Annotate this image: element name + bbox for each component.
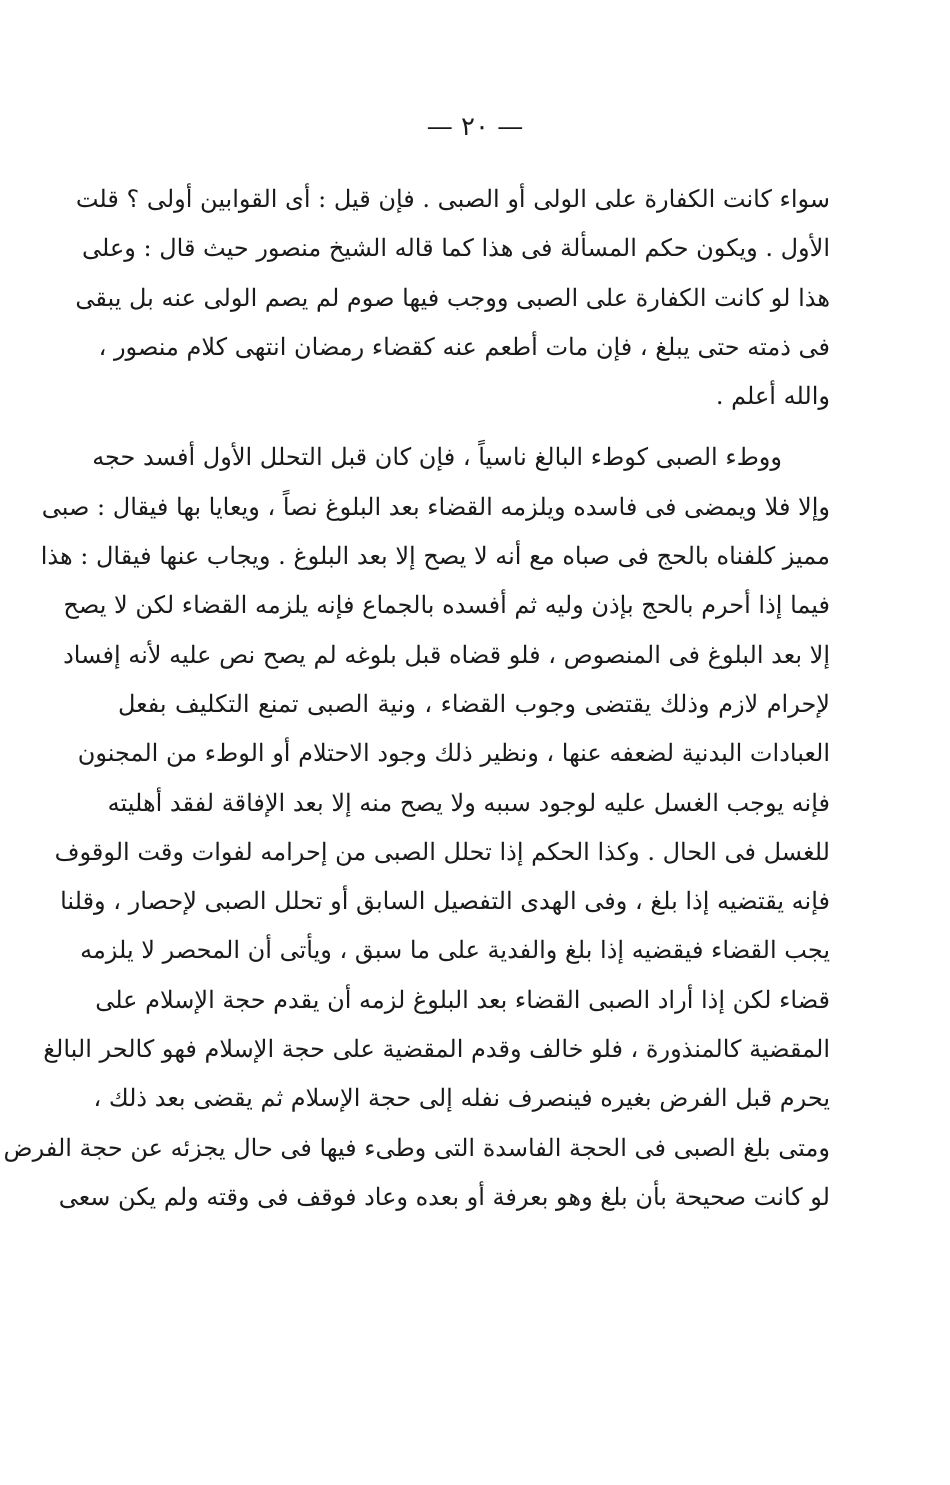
text-line: يحرم قبل الفرض بغيره فينصرف نفله إلى حجة الإسلام ثم يقضى بعد ذلك ، [93, 1084, 830, 1113]
text-line: ووطء الصبى كوطء البالغ ناسياً ، فإن كان قبل التحلل الأول أفسد حجه [92, 443, 782, 472]
text-line: لإحرام لازم وذلك يقتضى وجوب القضاء ، ونية الصبى تمنع التكليف بفعل [118, 689, 830, 718]
text-line: قضاء لكن إذا أراد الصبى القضاء بعد البلوغ لزمه أن يقدم حجة الإسلام على [95, 985, 830, 1014]
text-line: سواء كانت الكفارة على الولى أو الصبى . فإن قيل : أى القوابين أولى ؟ قلت [75, 185, 830, 213]
text-line: المقضية كالمنذورة ، فلو خالف وقدم المقضية على حجة الإسلام فهو كالحر البالغ [43, 1035, 830, 1064]
text-line: فيما إذا أحرم بالحج بإذن وليه ثم أفسده بالجماع فإنه يلزمه القضاء لكن لا يصح [63, 591, 830, 620]
body-text [3, 175, 830, 1222]
text-line: مميز كلفناه بالحج فى صباه مع أنه لا يصح إلا بعد البلوغ . ويجاب عنها فيقال : هذا [40, 542, 830, 571]
text-line: فى ذمته حتى يبلغ ، فإن مات أطعم عنه كقضاء رمضان انتهى كلام منصور ، [98, 332, 830, 361]
text-line: الأول . ويكون حكم المسألة فى هذا كما قاله الشيخ منصور حيث قال : وعلى [82, 234, 830, 263]
text-line: فإنه يوجب الغسل عليه لوجود سببه ولا يصح منه إلا بعد الإفاقة لفقد أهليته [107, 788, 830, 817]
text-line: فإنه يقتضيه إذا بلغ ، وفى الهدى التفصيل السابق أو تحلل الصبى لإحصار ، وقلنا [60, 887, 830, 916]
paragraph-1 [75, 175, 830, 421]
text-line: ومتى بلغ الصبى فى الحجة الفاسدة التى وطىء فيها فى حال يجزئه عن حجة الفرض [3, 1133, 830, 1162]
text-line: وإلا فلا ويمضى فى فاسده ويلزمه القضاء بعد البلوغ نصاً ، ويعايا بها فيقال : صبى [41, 492, 830, 521]
text-line: إلا بعد البلوغ فى المنصوص ، فلو قضاه قبل بلوغه لم يصح نص عليه لأنه إفساد [63, 640, 830, 669]
paragraph-2 [3, 433, 830, 1222]
text-line: للغسل فى الحال . وكذا الحكم إذا تحلل الصبى من إحرامه لفوات وقت الوقوف [54, 837, 830, 866]
page-number: — ٢٠ — [426, 112, 524, 142]
text-line: العبادات البدنية لضعفه عنها ، ونظير ذلك وجود الاحتلام أو الوطء من المجنون [77, 739, 830, 768]
text-line: هذا لو كانت الكفارة على الصبى ووجب فيها صوم لم يصم الولى عنه بل يبقى [75, 283, 830, 312]
text-line: يجب القضاء فيقضيه إذا بلغ والفدية على ما سبق ، ويأتى أن المحصر لا يلزمه [80, 936, 830, 965]
text-line: لو كانت صحيحة بأن بلغ وهو بعرفة أو بعده وعاد فوقف فى وقته ولم يكن سعى [58, 1182, 830, 1211]
text-line: والله أعلم . [715, 382, 830, 411]
